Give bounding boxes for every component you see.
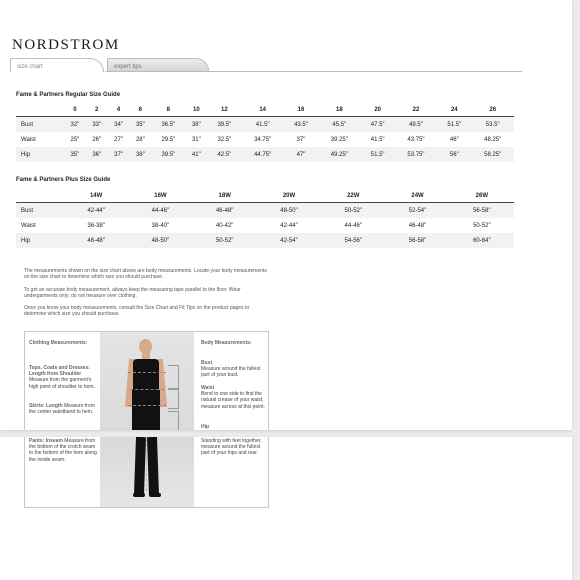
table-cell: 29.5" bbox=[161, 136, 176, 143]
size-column-header: 14 bbox=[241, 104, 283, 117]
table-cell: 32.5" bbox=[217, 136, 232, 143]
size-column-header: 22 bbox=[395, 104, 437, 117]
table-cell: 53.5" bbox=[471, 117, 514, 133]
regular-size-guide-title: Fame & Partners Regular Size Guide bbox=[16, 92, 121, 98]
size-column-header: 20W bbox=[257, 190, 321, 203]
size-column-header: 12 bbox=[207, 104, 241, 117]
table-cell: 49.5" bbox=[395, 117, 437, 133]
table-cell: 42.5" bbox=[207, 147, 241, 162]
table-cell: 38" bbox=[129, 147, 151, 162]
size-column-header: 16 bbox=[284, 104, 318, 117]
brand-logo: NORDSTROM bbox=[12, 37, 120, 53]
table-cell: 35" bbox=[64, 147, 86, 162]
table-cell: 38" bbox=[185, 117, 207, 133]
size-column-header: 22W bbox=[321, 190, 385, 203]
table-cell: 48-50" bbox=[128, 233, 192, 248]
table-cell: 39.5" bbox=[151, 147, 185, 162]
table-cell: 36-38" bbox=[87, 222, 105, 229]
table-cell: 51.5" bbox=[361, 147, 395, 162]
size-column-header: 24W bbox=[385, 190, 449, 203]
body-measurements-title: Body Measurements: bbox=[201, 340, 252, 346]
table-cell: 37" bbox=[108, 147, 130, 162]
note-paragraph: Once you know your body measurements, consult the Size Chart and Fit Tips on the product pages to determine which size you should purchase. bbox=[24, 305, 250, 318]
plus-size-table bbox=[16, 190, 514, 248]
table-cell: 47" bbox=[284, 147, 318, 162]
table-cell: 52-54" bbox=[385, 203, 449, 219]
tops-measurement: Tops, Coats and Dresses: Length from Shoulder Measure from the garment's high point of shoulder to hem. bbox=[29, 365, 95, 390]
row-label: Waist bbox=[21, 222, 36, 229]
table-cell: 36.5" bbox=[151, 117, 185, 133]
table-cell: 46-48" bbox=[64, 233, 128, 248]
measurement-notes bbox=[24, 268, 272, 324]
table-cell: 34" bbox=[108, 117, 130, 133]
table-cell: 48.25" bbox=[484, 136, 502, 143]
size-column-header: 14W bbox=[64, 190, 128, 203]
size-column-header: 26 bbox=[471, 104, 514, 117]
tab-expert-tips[interactable]: expert tips bbox=[107, 58, 209, 71]
table-cell: 48-50" bbox=[257, 203, 321, 219]
size-column-header: 2 bbox=[86, 104, 108, 117]
table-cell: 41" bbox=[185, 147, 207, 162]
table-cell: 39.25" bbox=[330, 136, 348, 143]
table-cell: 38-40" bbox=[151, 222, 170, 229]
table-cell: 50-52" bbox=[473, 222, 491, 229]
table-cell: 54-56" bbox=[321, 233, 385, 248]
table-cell: 39.5" bbox=[207, 117, 241, 133]
table-row bbox=[16, 147, 514, 162]
regular-size-table bbox=[16, 104, 514, 162]
hip-measurement: Standing with feet together, measure around the fullest part of your hips and rear. bbox=[201, 438, 262, 457]
bust-measurement: Bust Measure around the fullest part of your bust. bbox=[201, 360, 261, 379]
hip-measurement-heading: Hip bbox=[201, 424, 210, 430]
table-cell: 33" bbox=[86, 117, 108, 133]
table-cell: 41.5" bbox=[370, 136, 385, 143]
size-column-header: 18W bbox=[193, 190, 257, 203]
measurement-guide-box bbox=[24, 331, 269, 430]
table-cell: 46-48" bbox=[408, 222, 427, 229]
model-photo-bottom bbox=[100, 437, 194, 507]
table-header-blank bbox=[16, 190, 64, 203]
table-cell: 32" bbox=[64, 117, 86, 133]
size-column-header: 0 bbox=[64, 104, 86, 117]
table-row bbox=[16, 132, 514, 147]
table-cell: 60-64" bbox=[450, 233, 514, 248]
table-cell: 58.25" bbox=[471, 147, 514, 162]
skirts-measurement: Skirts: Length Measure from the center waistband to hem. bbox=[29, 403, 95, 416]
table-header-blank bbox=[16, 104, 64, 117]
table-cell: 35" bbox=[129, 117, 151, 133]
table-cell: 50-52" bbox=[193, 233, 257, 248]
table-row bbox=[16, 233, 514, 248]
size-column-header: 10 bbox=[185, 104, 207, 117]
row-label: Hip bbox=[16, 233, 64, 248]
tab-size-chart[interactable]: size chart bbox=[10, 58, 104, 72]
table-cell: 43.75" bbox=[407, 136, 425, 143]
size-column-header: 18 bbox=[318, 104, 360, 117]
table-cell: 50-52" bbox=[321, 203, 385, 219]
table-cell: 37" bbox=[296, 136, 306, 143]
table-cell: 26" bbox=[92, 136, 102, 143]
clothing-measurements-title: Clothing Measurements: bbox=[29, 340, 88, 346]
size-column-header: 24 bbox=[437, 104, 471, 117]
size-column-header: 16W bbox=[128, 190, 192, 203]
tab-bar bbox=[10, 58, 522, 72]
table-cell: 42-54" bbox=[257, 233, 321, 248]
table-cell: 36" bbox=[86, 147, 108, 162]
waist-measurement: Waist Bend to one side to find the natural crease of your waist; measure across at this point. bbox=[201, 385, 265, 410]
note-paragraph: The measurements shown on the size chart above are body measurements. Locate your body measurements on the size chart to determine which size you should purchase. bbox=[24, 268, 267, 281]
table-cell: 56-58" bbox=[450, 203, 514, 219]
row-label: Bust bbox=[16, 117, 64, 133]
row-label: Bust bbox=[16, 203, 64, 219]
table-cell: 46-48" bbox=[193, 203, 257, 219]
plus-size-guide-title: Fame & Partners Plus Size Guide bbox=[16, 177, 111, 183]
table-cell: 34.75" bbox=[254, 136, 272, 143]
table-cell: 42-44" bbox=[64, 203, 128, 219]
table-cell: 47.5" bbox=[361, 117, 395, 133]
table-cell: 27" bbox=[114, 136, 123, 143]
table-cell: 51.5" bbox=[437, 117, 471, 133]
table-cell: 40-42" bbox=[215, 222, 234, 229]
table-cell: 45.5" bbox=[318, 117, 360, 133]
table-cell: 43.5" bbox=[284, 117, 318, 133]
row-label: Hip bbox=[16, 147, 64, 162]
table-row bbox=[16, 218, 514, 233]
pants-measurement: Pants: Inseam Measure from the bottom of the crotch seam to the bottom of the hem along the inside seam. bbox=[29, 438, 97, 463]
table-cell: 46" bbox=[449, 136, 459, 143]
size-column-header: 26W bbox=[450, 190, 514, 203]
table-cell: 44-46" bbox=[344, 222, 362, 229]
row-label: Waist bbox=[21, 136, 36, 143]
size-column-header: 20 bbox=[361, 104, 395, 117]
table-cell: 31" bbox=[191, 136, 201, 143]
table-row bbox=[16, 117, 514, 133]
table-cell: 56-58" bbox=[385, 233, 449, 248]
model-photo-top bbox=[100, 332, 194, 430]
size-column-header: 6 bbox=[129, 104, 151, 117]
table-cell: 42-44" bbox=[280, 222, 298, 229]
size-column-header: 8 bbox=[151, 104, 185, 117]
table-cell: 44.75" bbox=[241, 147, 283, 162]
table-cell: 25" bbox=[70, 136, 80, 143]
note-paragraph: To get an accurate body measurement, always keep the measuring tape parallel to the floor. Wear undergarments only; do not measure over clothing. bbox=[24, 286, 241, 299]
table-cell: 49.25" bbox=[318, 147, 360, 162]
table-row bbox=[16, 203, 514, 219]
size-column-header: 4 bbox=[108, 104, 130, 117]
measurement-guide-box-continued bbox=[24, 437, 269, 508]
table-cell: 56" bbox=[437, 147, 471, 162]
table-cell: 41.5" bbox=[241, 117, 283, 133]
table-cell: 44-46" bbox=[128, 203, 192, 219]
table-cell: 53.75" bbox=[395, 147, 437, 162]
table-cell: 28" bbox=[135, 136, 145, 143]
